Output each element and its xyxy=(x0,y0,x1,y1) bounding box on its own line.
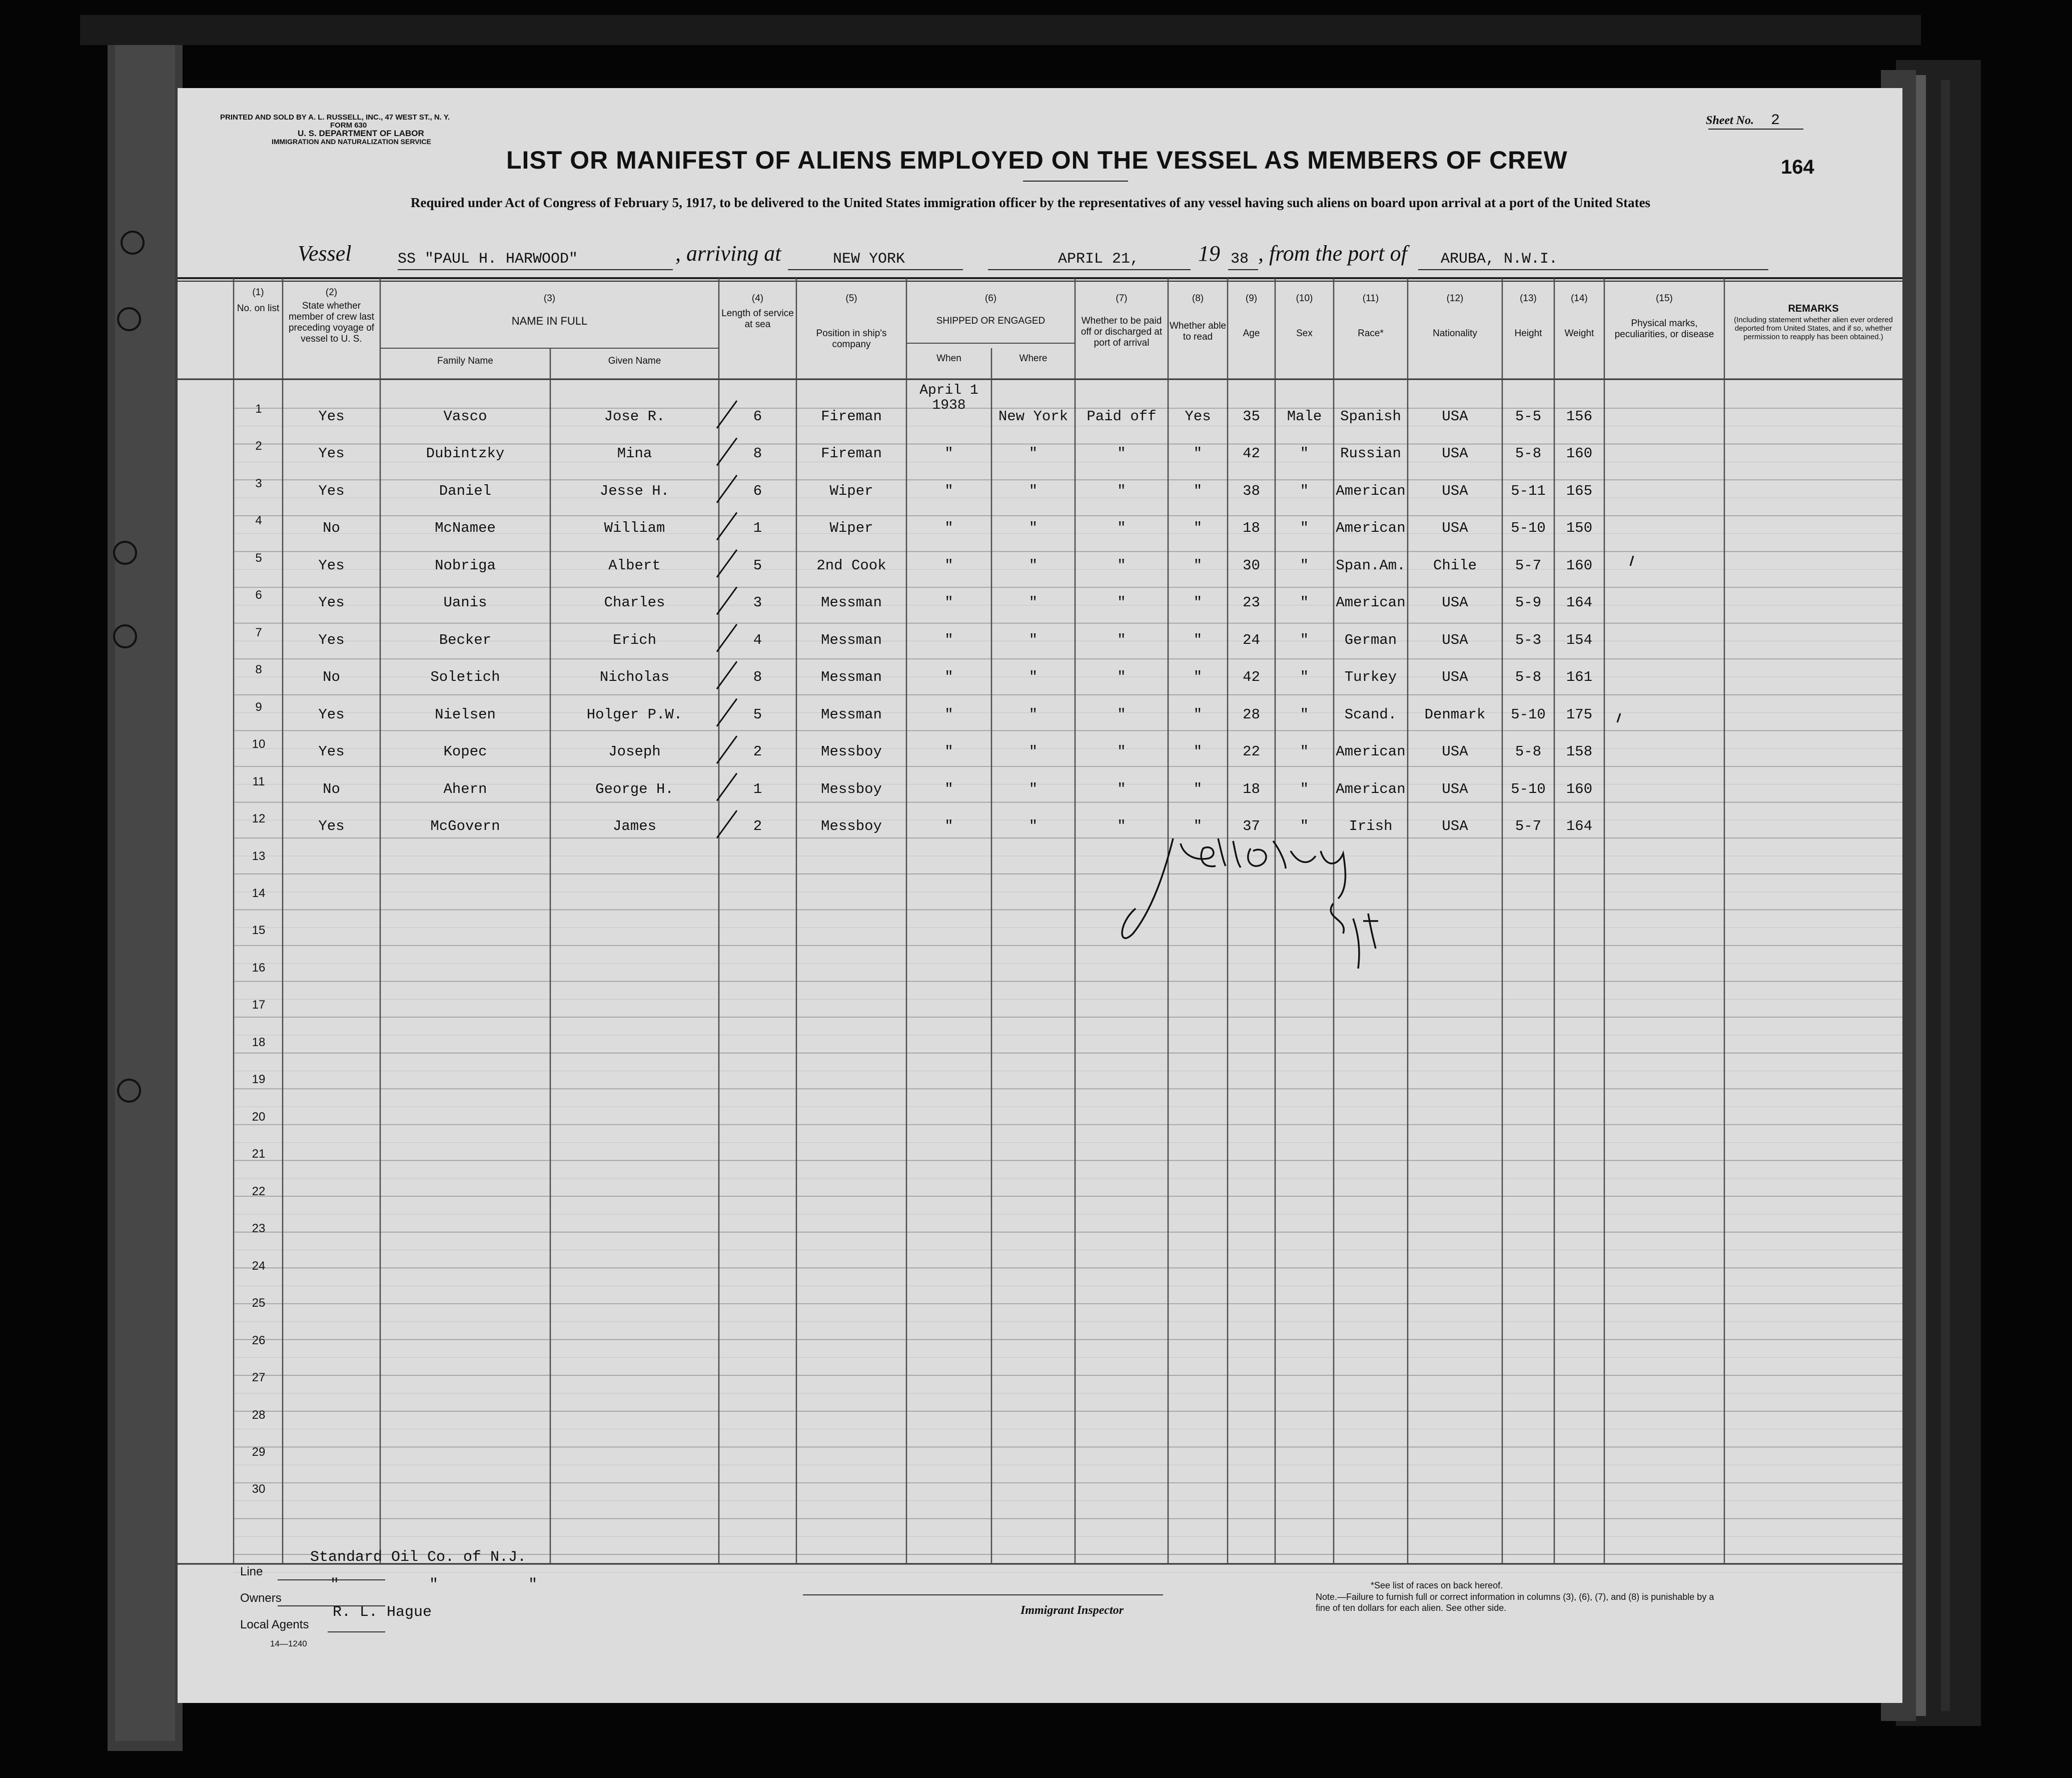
col-1-label: No. on list xyxy=(237,303,280,314)
form-code: 14—1240 xyxy=(270,1639,307,1648)
cell-where: " xyxy=(1028,557,1038,574)
cell-prev: No xyxy=(323,669,340,686)
cell-when: " xyxy=(944,482,953,499)
vessel-label: Vessel xyxy=(298,241,352,266)
cell-read: " xyxy=(1193,743,1203,760)
from-label: , from the port of xyxy=(1258,241,1407,266)
cell-nationality: USA xyxy=(1442,482,1468,499)
cell-read: " xyxy=(1193,818,1203,835)
cell-nationality: USA xyxy=(1442,594,1468,611)
row-number: 27 xyxy=(252,1371,266,1385)
col-12-label: Nationality xyxy=(1433,328,1477,339)
cell-where: " xyxy=(1028,520,1038,537)
cell-prev: Yes xyxy=(318,706,345,723)
cell-prev: Yes xyxy=(318,445,345,462)
cell-family: Dubintzky xyxy=(426,445,505,462)
cell-age: 28 xyxy=(1243,706,1260,723)
manifest-title: LIST OR MANIFEST OF ALIENS EMPLOYED ON THE VESSEL AS MEMBERS OF CREW xyxy=(506,146,1568,174)
cell-height: 5-8 xyxy=(1515,445,1542,462)
cell-service: 8 xyxy=(753,669,762,686)
row-number: 19 xyxy=(252,1073,266,1087)
cell-age: 35 xyxy=(1243,408,1260,425)
when-header: When xyxy=(936,353,961,364)
cell-read: " xyxy=(1193,631,1203,648)
row-number: 29 xyxy=(252,1445,266,1459)
cell-where: " xyxy=(1028,631,1038,648)
cell-where: " xyxy=(1028,482,1038,499)
cell-paid: " xyxy=(1117,818,1126,835)
row-number: 23 xyxy=(252,1222,266,1236)
cell-service: 5 xyxy=(753,557,762,574)
cell-family: Uanis xyxy=(443,594,487,611)
cell-when: " xyxy=(944,631,953,648)
cell-paid: " xyxy=(1117,780,1126,797)
cell-no: 5 xyxy=(255,551,262,565)
cell-age: 24 xyxy=(1243,631,1260,648)
cell-sex: " xyxy=(1300,669,1309,686)
cell-age: 38 xyxy=(1243,482,1260,499)
cell-where: " xyxy=(1028,445,1038,462)
cell-position: Wiper xyxy=(829,482,873,499)
cell-height: 5-3 xyxy=(1515,631,1542,648)
sheet-no-value: 2 xyxy=(1771,112,1780,129)
remarks-header: REMARKS xyxy=(1788,303,1839,314)
cell-when: " xyxy=(944,594,953,611)
cell-given: Nicholas xyxy=(599,669,670,686)
cell-where: " xyxy=(1028,780,1038,797)
owners-value: " " " xyxy=(330,1576,538,1593)
cell-where: New York xyxy=(998,408,1069,425)
cell-read: " xyxy=(1193,482,1203,499)
col-13-label: Height xyxy=(1514,328,1542,339)
row-number: 14 xyxy=(252,886,266,901)
cell-where: " xyxy=(1028,743,1038,760)
agents-value: R. L. Hague xyxy=(333,1604,432,1621)
department-label: U. S. DEPARTMENT OF LABOR xyxy=(298,129,424,138)
col-1-num: (1) xyxy=(252,287,264,298)
remarks-note: (Including statement whether alien ever ordered deported from United States, and if so, whether permission to reapply has been obtained.) xyxy=(1734,316,1893,341)
cell-position: Messman xyxy=(821,669,882,686)
cell-read: " xyxy=(1193,594,1203,611)
cell-height: 5-7 xyxy=(1515,557,1542,574)
cell-given: Holger P.W. xyxy=(586,706,683,723)
footer-lines xyxy=(278,1578,778,1653)
cell-given: Erich xyxy=(612,631,656,648)
cell-paid: " xyxy=(1117,631,1126,648)
cell-given: Albert xyxy=(608,557,661,574)
cell-given: Jose R. xyxy=(604,408,665,425)
cell-nationality: USA xyxy=(1442,669,1468,686)
cell-height: 5-11 xyxy=(1511,482,1546,499)
cell-paid: " xyxy=(1117,520,1126,537)
row-number: 25 xyxy=(252,1296,266,1310)
cell-when: " xyxy=(944,743,953,760)
cell-service: 3 xyxy=(753,594,762,611)
cell-family: Daniel xyxy=(439,482,492,499)
col-11-label: Race* xyxy=(1358,328,1384,339)
cell-read: " xyxy=(1193,557,1203,574)
arriving-port: NEW YORK xyxy=(833,251,905,268)
row-number: 30 xyxy=(252,1482,266,1496)
cell-position: Messboy xyxy=(821,818,882,835)
cell-nationality: Chile xyxy=(1433,557,1477,574)
cell-where: " xyxy=(1028,706,1038,723)
cell-weight: 165 xyxy=(1566,482,1593,499)
cell-sex: " xyxy=(1300,631,1309,648)
row-number: 18 xyxy=(252,1035,266,1049)
cell-race: Span.Am. xyxy=(1336,557,1406,574)
cell-when: " xyxy=(944,780,953,797)
row-number: 26 xyxy=(252,1333,266,1347)
cell-position: Messman xyxy=(821,706,882,723)
cell-given: James xyxy=(612,818,656,835)
cell-height: 5-10 xyxy=(1511,520,1546,537)
cell-service: 4 xyxy=(753,631,762,648)
cell-nationality: USA xyxy=(1442,780,1468,797)
family-name-header: Family Name xyxy=(437,356,493,366)
cell-weight: 150 xyxy=(1566,520,1593,537)
row-number: 28 xyxy=(252,1408,266,1422)
page-number: 164 xyxy=(1781,156,1814,178)
form-number: FORM 630 xyxy=(330,121,367,130)
col-12-num: (12) xyxy=(1446,293,1464,304)
cell-age: 42 xyxy=(1243,669,1260,686)
col-7-num: (7) xyxy=(1116,293,1128,304)
cell-weight: 160 xyxy=(1566,557,1593,574)
cell-race: Spanish xyxy=(1340,408,1401,425)
cell-no: 7 xyxy=(255,625,262,639)
cell-given: Joseph xyxy=(608,743,661,760)
cell-nationality: USA xyxy=(1442,818,1468,835)
cell-no: 9 xyxy=(255,700,262,714)
line-label: Line xyxy=(240,1565,263,1578)
row-number: 24 xyxy=(252,1259,266,1273)
col-10-num: (10) xyxy=(1296,293,1313,304)
col-11-num: (11) xyxy=(1362,293,1379,304)
printer-line: PRINTED AND SOLD BY A. L. RUSSELL, INC., 47 WEST ST., N. Y. xyxy=(220,113,450,122)
cell-race: German xyxy=(1344,631,1397,648)
cell-read: " xyxy=(1193,445,1203,462)
row-number: 17 xyxy=(252,998,266,1012)
cell-sex: " xyxy=(1300,445,1309,462)
cell-service: 8 xyxy=(753,445,762,462)
cell-paid: " xyxy=(1117,445,1126,462)
cell-family: Vasco xyxy=(443,408,487,425)
col-6-num: (6) xyxy=(984,293,997,304)
cell-height: 5-8 xyxy=(1515,669,1542,686)
col-9-num: (9) xyxy=(1245,293,1258,304)
cell-when: " xyxy=(944,445,953,462)
cell-service: 6 xyxy=(753,408,762,425)
from-port: ARUBA, N.W.I. xyxy=(1441,251,1558,268)
col-14-label: Weight xyxy=(1564,328,1594,339)
cell-where: " xyxy=(1028,594,1038,611)
cell-read: " xyxy=(1193,706,1203,723)
row-number: 16 xyxy=(252,961,266,975)
cell-race: American xyxy=(1336,594,1406,611)
cell-race: Scand. xyxy=(1344,706,1397,723)
cell-weight: 160 xyxy=(1566,445,1593,462)
cell-weight: 156 xyxy=(1566,408,1593,425)
cell-family: Ahern xyxy=(443,780,487,797)
cell-prev: Yes xyxy=(318,482,345,499)
cell-nationality: USA xyxy=(1442,445,1468,462)
cell-paid: " xyxy=(1117,482,1126,499)
cell-position: Wiper xyxy=(829,520,873,537)
cell-family: Becker xyxy=(439,631,492,648)
cell-when: " xyxy=(944,557,953,574)
cell-service: 1 xyxy=(753,520,762,537)
vessel-name: SS "PAUL H. HARWOOD" xyxy=(398,251,578,268)
inspector-label: Immigrant Inspector xyxy=(1020,1604,1124,1617)
cell-position: Messboy xyxy=(821,780,882,797)
col-8-label: Whether able to read xyxy=(1169,321,1226,342)
cell-position: Fireman xyxy=(821,445,882,462)
cell-sex: " xyxy=(1300,594,1309,611)
cell-sex: " xyxy=(1300,706,1309,723)
row-number: 15 xyxy=(252,924,266,938)
cell-weight: 164 xyxy=(1566,594,1593,611)
cell-age: 37 xyxy=(1243,818,1260,835)
cell-no: 1 xyxy=(255,402,262,416)
arriving-label: , arriving at xyxy=(675,241,781,266)
col-13-num: (13) xyxy=(1520,293,1537,304)
cell-race: Russian xyxy=(1340,445,1401,462)
given-name-header: Given Name xyxy=(608,356,661,366)
cell-sex: " xyxy=(1300,780,1309,797)
col-9-label: Age xyxy=(1243,328,1260,339)
cell-paid: " xyxy=(1117,557,1126,574)
col-5-num: (5) xyxy=(845,293,857,304)
cell-sex: " xyxy=(1300,743,1309,760)
cell-family: McNamee xyxy=(435,520,496,537)
cell-no: 6 xyxy=(255,588,262,602)
cell-paid: " xyxy=(1117,669,1126,686)
cell-when: " xyxy=(944,669,953,686)
cell-service: 2 xyxy=(753,818,762,835)
cell-read: " xyxy=(1193,520,1203,537)
cell-height: 5-5 xyxy=(1515,408,1542,425)
cell-family: Nobriga xyxy=(435,557,496,574)
cell-no: 10 xyxy=(252,737,266,751)
cell-paid: " xyxy=(1117,594,1126,611)
cell-height: 5-7 xyxy=(1515,818,1542,835)
col-2-label: State whether member of crew last preceding voyage of vessel to U. S. xyxy=(288,301,375,344)
year-prefix: 19 xyxy=(1198,241,1220,266)
manifest-subtitle: Required under Act of Congress of February 5, 1917, to be delivered to the United States immigration officer by the representatives of any vessel having such aliens on board upon arrival at a port of the United States xyxy=(410,195,1651,210)
col-2-num: (2) xyxy=(325,287,338,298)
where-header: Where xyxy=(1019,353,1048,364)
cell-where: " xyxy=(1028,669,1038,686)
cell-sex: " xyxy=(1300,818,1309,835)
cell-sex: " xyxy=(1300,520,1309,537)
cell-prev: Yes xyxy=(318,557,345,574)
penalty-note: Note.—Failure to furnish full or correct information in columns (3), (6), (7), and (8) is punishable by a fine of ten dollars for each alien. See other side. xyxy=(1316,1592,1714,1613)
col-8-num: (8) xyxy=(1192,293,1204,304)
cell-age: 30 xyxy=(1243,557,1260,574)
cell-race: American xyxy=(1336,482,1406,499)
row-number: 21 xyxy=(252,1147,266,1161)
cell-no: 12 xyxy=(252,812,266,826)
cell-nationality: Denmark xyxy=(1424,706,1486,723)
cell-given: Charles xyxy=(604,594,665,611)
year-suffix: 38 xyxy=(1231,251,1249,268)
cell-no: 11 xyxy=(252,774,265,788)
cell-weight: 154 xyxy=(1566,631,1593,648)
cell-family: McGovern xyxy=(430,818,500,835)
sheet-no-label: Sheet No. xyxy=(1706,114,1754,127)
cell-prev: Yes xyxy=(318,818,345,835)
cell-where: " xyxy=(1028,818,1038,835)
cell-paid: " xyxy=(1117,706,1126,723)
cell-height: 5-10 xyxy=(1511,780,1546,797)
cell-weight: 160 xyxy=(1566,780,1593,797)
row-number: 13 xyxy=(252,849,266,863)
cell-weight: 158 xyxy=(1566,743,1593,760)
cell-read: Yes xyxy=(1185,408,1211,425)
cell-height: 5-8 xyxy=(1515,743,1542,760)
cell-given: Mina xyxy=(617,445,652,462)
cell-nationality: USA xyxy=(1442,743,1468,760)
cell-position: 2nd Cook xyxy=(816,557,886,574)
cell-paid: " xyxy=(1117,743,1126,760)
agents-label: Local Agents xyxy=(240,1618,309,1631)
cell-no: 2 xyxy=(255,439,262,453)
races-note: *See list of races on back hereof. xyxy=(1371,1580,1503,1590)
cell-weight: 164 xyxy=(1566,818,1593,835)
col-3-num: (3) xyxy=(543,293,556,304)
cell-prev: Yes xyxy=(318,408,345,425)
cell-no: 4 xyxy=(255,514,262,528)
cell-prev: No xyxy=(323,780,340,797)
cell-age: 18 xyxy=(1243,520,1260,537)
cell-when: " xyxy=(944,706,953,723)
cell-paid: Paid off xyxy=(1087,408,1157,425)
cell-age: 18 xyxy=(1243,780,1260,797)
cell-weight: 161 xyxy=(1566,669,1593,686)
cell-read: " xyxy=(1193,669,1203,686)
cell-when: April 1 1938 xyxy=(919,383,978,413)
cell-service: 1 xyxy=(753,780,762,797)
cell-sex: Male xyxy=(1287,408,1322,425)
cell-service: 5 xyxy=(753,706,762,723)
cell-nationality: USA xyxy=(1442,631,1468,648)
col-15-num: (15) xyxy=(1656,293,1673,304)
cell-race: American xyxy=(1336,743,1406,760)
cell-height: 5-10 xyxy=(1511,706,1546,723)
cell-when: " xyxy=(944,818,953,835)
cell-position: Messboy xyxy=(821,743,882,760)
col-5-label: Position in ship's company xyxy=(816,328,887,350)
manifest-sheet xyxy=(178,88,1902,1703)
cell-nationality: USA xyxy=(1442,520,1468,537)
cell-position: Messman xyxy=(821,631,882,648)
service-label: IMMIGRATION AND NATURALIZATION SERVICE xyxy=(272,138,431,146)
cell-prev: Yes xyxy=(318,743,345,760)
cell-age: 22 xyxy=(1243,743,1260,760)
col-6-label: SHIPPED OR ENGAGED xyxy=(936,316,1046,326)
cell-sex: " xyxy=(1300,557,1309,574)
cell-family: Kopec xyxy=(443,743,487,760)
inspector-line xyxy=(803,1593,1168,1598)
cell-age: 42 xyxy=(1243,445,1260,462)
cell-service: 2 xyxy=(753,743,762,760)
col-3-label: NAME IN FULL xyxy=(511,315,588,327)
cell-given: William xyxy=(604,520,665,537)
cell-weight: 175 xyxy=(1566,706,1593,723)
inspector-signature xyxy=(1122,838,1378,969)
cell-height: 5-9 xyxy=(1515,594,1542,611)
col-10-label: Sex xyxy=(1296,328,1313,339)
cell-sex: " xyxy=(1300,482,1309,499)
cell-read: " xyxy=(1193,780,1203,797)
cell-nationality: USA xyxy=(1442,408,1468,425)
cell-family: Soletich xyxy=(430,669,500,686)
cell-race: American xyxy=(1336,520,1406,537)
cell-age: 23 xyxy=(1243,594,1260,611)
cell-race: Turkey xyxy=(1344,669,1397,686)
owners-label: Owners xyxy=(240,1591,282,1605)
row-number: 22 xyxy=(252,1184,266,1198)
col-15-label: Physical marks, peculiarities, or disease xyxy=(1614,318,1714,340)
cell-when: " xyxy=(944,520,953,537)
cell-prev: Yes xyxy=(318,631,345,648)
cell-no: 8 xyxy=(255,663,262,677)
cell-family: Nielsen xyxy=(435,706,496,723)
line-value: Standard Oil Co. of N.J. xyxy=(310,1549,527,1566)
cell-position: Messman xyxy=(821,594,882,611)
col-4-label: Length of service at sea xyxy=(721,308,794,330)
cell-race: Irish xyxy=(1349,818,1393,835)
col-4-num: (4) xyxy=(751,293,764,304)
col-7-label: Whether to be paid off or discharged at port of arrival xyxy=(1081,316,1163,348)
cell-no: 3 xyxy=(255,476,262,490)
col-14-num: (14) xyxy=(1571,293,1588,304)
cell-service: 6 xyxy=(753,482,762,499)
cell-prev: Yes xyxy=(318,594,345,611)
cell-race: American xyxy=(1336,780,1406,797)
cell-prev: No xyxy=(323,520,340,537)
cell-given: George H. xyxy=(595,780,674,797)
cell-given: Jesse H. xyxy=(599,482,670,499)
arrival-date: APRIL 21, xyxy=(1058,251,1140,268)
cell-position: Fireman xyxy=(821,408,882,425)
row-number: 20 xyxy=(252,1110,266,1124)
